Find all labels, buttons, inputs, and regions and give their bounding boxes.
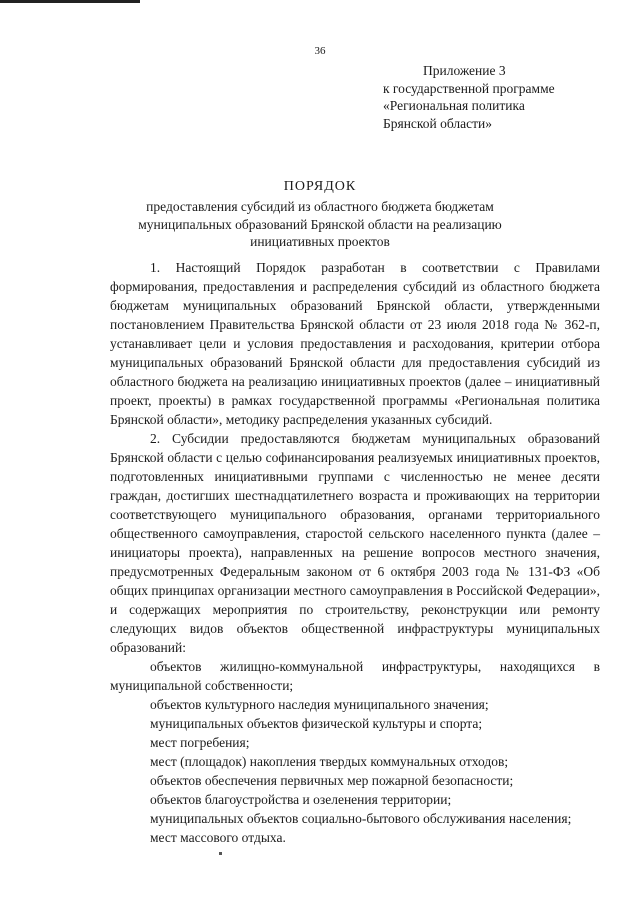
appendix-line: Приложение 3 — [423, 63, 506, 78]
list-item: мест (площадок) накопления твердых коммунальных отходов; — [150, 754, 509, 769]
scan-edge-line — [0, 0, 140, 3]
scan-speck — [219, 852, 222, 855]
subtitle-line: предоставления субсидий из областного бюджета бюджетам — [146, 199, 494, 214]
subtitle-line: муниципальных образований Брянской области на реализацию — [138, 216, 502, 232]
list-item: объектов обеспечения первичных мер пожарной безопасности; — [150, 773, 514, 788]
appendix-line: Брянской области» — [383, 115, 493, 131]
subtitle-line: инициативных проектов — [250, 234, 390, 249]
document-subtitle — [0, 198, 640, 251]
list-item: объектов жилищно-коммунальной инфраструктуры, находящихся в муниципальной собственности; — [110, 659, 600, 693]
document-title: ПОРЯДОК — [283, 179, 357, 194]
list-item: муниципальных объектов физической культуры и спорта; — [150, 716, 483, 731]
appendix-header — [383, 62, 555, 132]
list-item: мест массового отдыха. — [150, 830, 286, 845]
paragraph-2: 2. Субсидии предоставляются бюджетам муниципальных образований Брянской области с целью софинансирования реализуемых инициативных проектов, подготовленных инициативными группами с численностью не менее десяти граждан, достигших шестнадцатилетнего возраста и проживающих на территории соответствующего муниципального образования, органами территориального общественного самоуправления, старостой сельского населенного пункта (далее – инициаторы проекта), направленных на решение вопросов местного значения, предусмотренных Федеральным законом от 6 октября 2003 года № 131-ФЗ «Об общих принципах организации местного самоуправления в Российской Федерации», и содержащих мероприятия по строительству, реконструкции или ремонту следующих видов объектов общественной инфраструктуры муниципальных образований: — [110, 431, 600, 655]
paragraph-1: 1. Настоящий Порядок разработан в соответствии с Правилами формирования, предоставления и распределения субсидий из областного бюджета бюджетам муниципальных образований Брянской области, утвержденными постановлением Правительства Брянской области от 23 июля 2018 года № 362-п, устанавливает цели и условия предоставления и расходования, критерии отбора муниципальных образований Брянской области для предоставления субсидий из областного бюджета на реализацию инициативных проектов (далее – инициативный проект, проекты) в рамках государственной программы «Региональная политика Брянской области», методику распределения указанных субсидий. — [110, 260, 600, 427]
document-body — [110, 258, 600, 847]
list-item: муниципальных объектов социально-бытового обслуживания населения; — [150, 811, 572, 826]
appendix-line: «Региональная политика — [383, 98, 525, 113]
list-item: объектов благоустройства и озеленения территории; — [150, 792, 452, 807]
list-item: мест погребения; — [150, 735, 250, 750]
list-item: объектов культурного наследия муниципального значения; — [150, 697, 489, 712]
page-number: 36 — [314, 45, 326, 57]
appendix-line: к государственной программе — [383, 80, 555, 96]
document-title-block — [0, 178, 640, 251]
